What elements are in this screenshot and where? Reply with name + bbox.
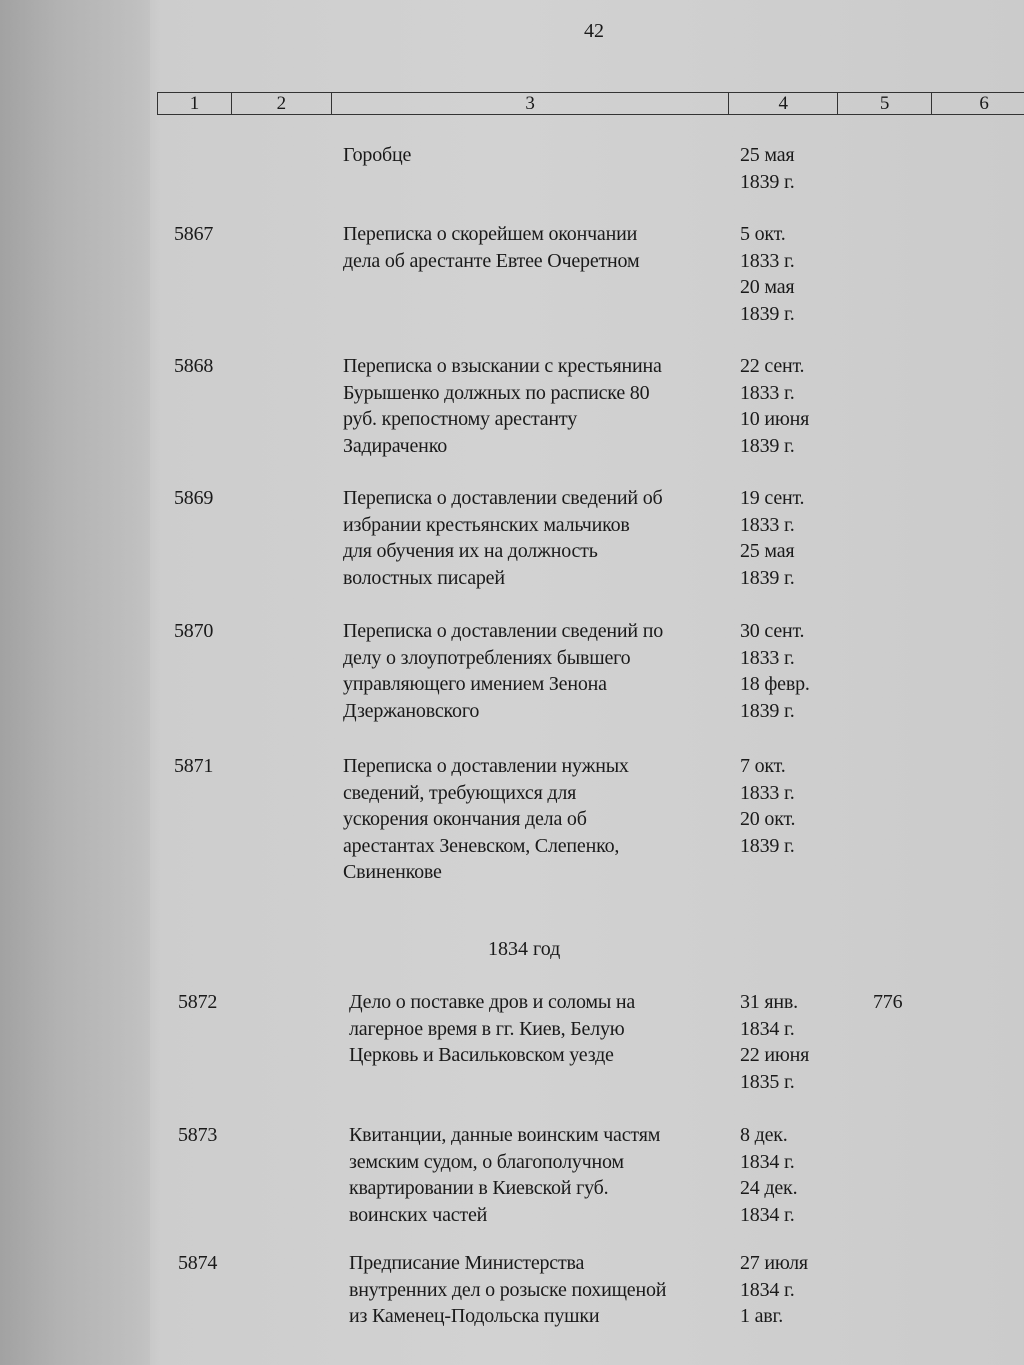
record-description-line: волостных писарей: [343, 566, 505, 589]
record-description-line: Переписка о доставлении сведений об: [343, 487, 663, 509]
record-description: [343, 142, 411, 169]
record-description-line: избрании крестьянских мальчиков: [343, 513, 630, 536]
record-number: [174, 485, 213, 512]
record-dates: [740, 989, 809, 1095]
record-description-line: сведений, требующихся для: [343, 781, 577, 804]
record-number-line: 5867: [174, 223, 214, 245]
record-dates: [740, 221, 795, 327]
record-description: [343, 753, 629, 886]
record-dates: [740, 353, 809, 459]
record-dates-line: 1834 г.: [740, 1017, 795, 1040]
record-description-line: лагерное время в гг. Киев, Белую: [349, 1017, 625, 1040]
record-dates-line: 1839 г.: [740, 566, 795, 589]
record-description-line: управляющего имением Зенона: [343, 673, 607, 695]
record-description-line: руб. крепостному арестанту: [343, 408, 578, 430]
record-dates-line: 1834 г.: [740, 1150, 795, 1173]
record-dates-line: 1833 г.: [740, 249, 795, 272]
record-dates-line: 1839 г.: [740, 434, 795, 457]
record-number: [174, 618, 213, 645]
record-dates: [740, 1122, 797, 1228]
record-description-line: внутренних дел о розыске похищеной: [349, 1278, 667, 1301]
record-dates-line: 7 окт.: [740, 755, 786, 777]
record-dates-line: 22 сент.: [740, 355, 805, 377]
record-number: [174, 221, 213, 248]
record-dates-line: 25 мая: [740, 144, 795, 166]
record-description-line: Горобце: [343, 144, 412, 166]
record-dates-line: 1839 г.: [740, 699, 795, 722]
header-col-6: 6: [932, 93, 1024, 114]
record-description-line: Переписка о доставлении нужных: [343, 755, 629, 777]
record-number-line: 5873: [178, 1124, 218, 1146]
record-description-line: земским судом, о благополучном: [349, 1150, 624, 1173]
record-description-line: Переписка о доставлении сведений по: [343, 620, 664, 642]
record-description: [343, 485, 663, 591]
record-number-line: 5872: [178, 991, 218, 1013]
record-number: [178, 1250, 217, 1277]
record-number-line: 5870: [174, 620, 214, 642]
facing-page-edge: [0, 0, 150, 1365]
record-description: [349, 1250, 666, 1330]
record-dates-line: 1839 г.: [740, 834, 795, 857]
record-description-line: из Каменец-Подольска пушки: [349, 1305, 600, 1327]
record-dates-line: 5 окт.: [740, 223, 786, 245]
record-dates-line: 1833 г.: [740, 781, 795, 804]
record-description: [349, 989, 635, 1069]
page-number: 42: [584, 20, 604, 42]
record-dates-line: 18 февр.: [740, 673, 810, 695]
record-dates-line: 1 авг.: [740, 1305, 784, 1327]
record-dates-line: 20 мая: [740, 276, 795, 298]
record-description-line: делу о злоупотреблениях бывшего: [343, 646, 631, 669]
record-dates-line: 20 окт.: [740, 808, 796, 830]
record-dates-line: 1839 г.: [740, 170, 795, 193]
record-dates: [740, 485, 804, 591]
record-dates-line: 10 июня: [740, 408, 810, 430]
record-sheet-count: [873, 989, 902, 1016]
header-col-1: 1: [158, 93, 232, 114]
record-dates-line: 1834 г.: [740, 1278, 795, 1301]
record-dates-line: 31 янв.: [740, 991, 798, 1013]
header-col-2: 2: [232, 93, 332, 114]
record-number-line: 5868: [174, 355, 214, 377]
record-dates-line: 1835 г.: [740, 1070, 795, 1093]
record-dates: [740, 618, 810, 724]
record-dates-line: 30 сент.: [740, 620, 805, 642]
record-description-line: Переписка о взыскании с крестьянина: [343, 355, 662, 377]
record-sheet-count-line: 776: [873, 991, 903, 1013]
record-number-line: 5874: [178, 1252, 218, 1274]
record-description-line: ускорения окончания дела об: [343, 808, 587, 830]
record-dates-line: 8 дек.: [740, 1124, 788, 1146]
record-description-line: Церковь и Васильковском уезде: [349, 1044, 614, 1066]
record-dates-line: 19 сент.: [740, 487, 805, 509]
record-description: [343, 618, 663, 724]
header-col-4: 4: [729, 93, 838, 114]
record-dates-line: 27 июля: [740, 1252, 808, 1274]
record-number: [174, 753, 213, 780]
record-description: [343, 353, 662, 459]
record-number: [174, 353, 213, 380]
record-description-line: Свиненкове: [343, 861, 442, 883]
record-description-line: Предписание Министерства: [349, 1252, 585, 1274]
record-description-line: Бурышенко должных по расписке 80: [343, 381, 650, 404]
record-number: [178, 1122, 217, 1149]
table-header: [157, 92, 1024, 115]
record-dates-line: 1833 г.: [740, 646, 795, 669]
record-description: [343, 221, 639, 274]
record-number-line: 5871: [174, 755, 214, 777]
record-dates-line: 24 дек.: [740, 1177, 798, 1199]
record-dates-line: 1839 г.: [740, 302, 795, 325]
record-dates-line: 25 мая: [740, 540, 795, 562]
record-description-line: арестантах Зеневском, Слепенко,: [343, 834, 620, 857]
header-col-5: 5: [838, 93, 932, 114]
record-dates: [740, 142, 795, 195]
record-description-line: Переписка о скорейшем окончании: [343, 223, 638, 245]
record-description-line: квартировании в Киевской губ.: [349, 1177, 609, 1199]
record-dates-line: 22 июня: [740, 1044, 810, 1066]
record-description-line: Задираченко: [343, 434, 447, 457]
record-description-line: Квитанции, данные воинским частям: [349, 1124, 661, 1146]
header-col-3: 3: [332, 93, 730, 114]
record-dates-line: 1833 г.: [740, 513, 795, 536]
record-dates-line: 1834 г.: [740, 1203, 795, 1226]
record-description-line: Дзержановского: [343, 699, 480, 722]
record-number-line: 5869: [174, 487, 214, 509]
record-dates: [740, 753, 795, 859]
record-description-line: Дело о поставке дров и соломы на: [349, 991, 636, 1013]
section-heading: 1834 год: [488, 938, 561, 960]
record-description: [349, 1122, 660, 1228]
record-dates-line: 1833 г.: [740, 381, 795, 404]
record-description-line: дела об арестанте Евтее Очеретном: [343, 249, 640, 272]
record-number: [178, 989, 217, 1016]
record-dates: [740, 1250, 808, 1330]
record-description-line: для обучения их на должность: [343, 540, 598, 562]
record-description-line: воинских частей: [349, 1203, 488, 1226]
